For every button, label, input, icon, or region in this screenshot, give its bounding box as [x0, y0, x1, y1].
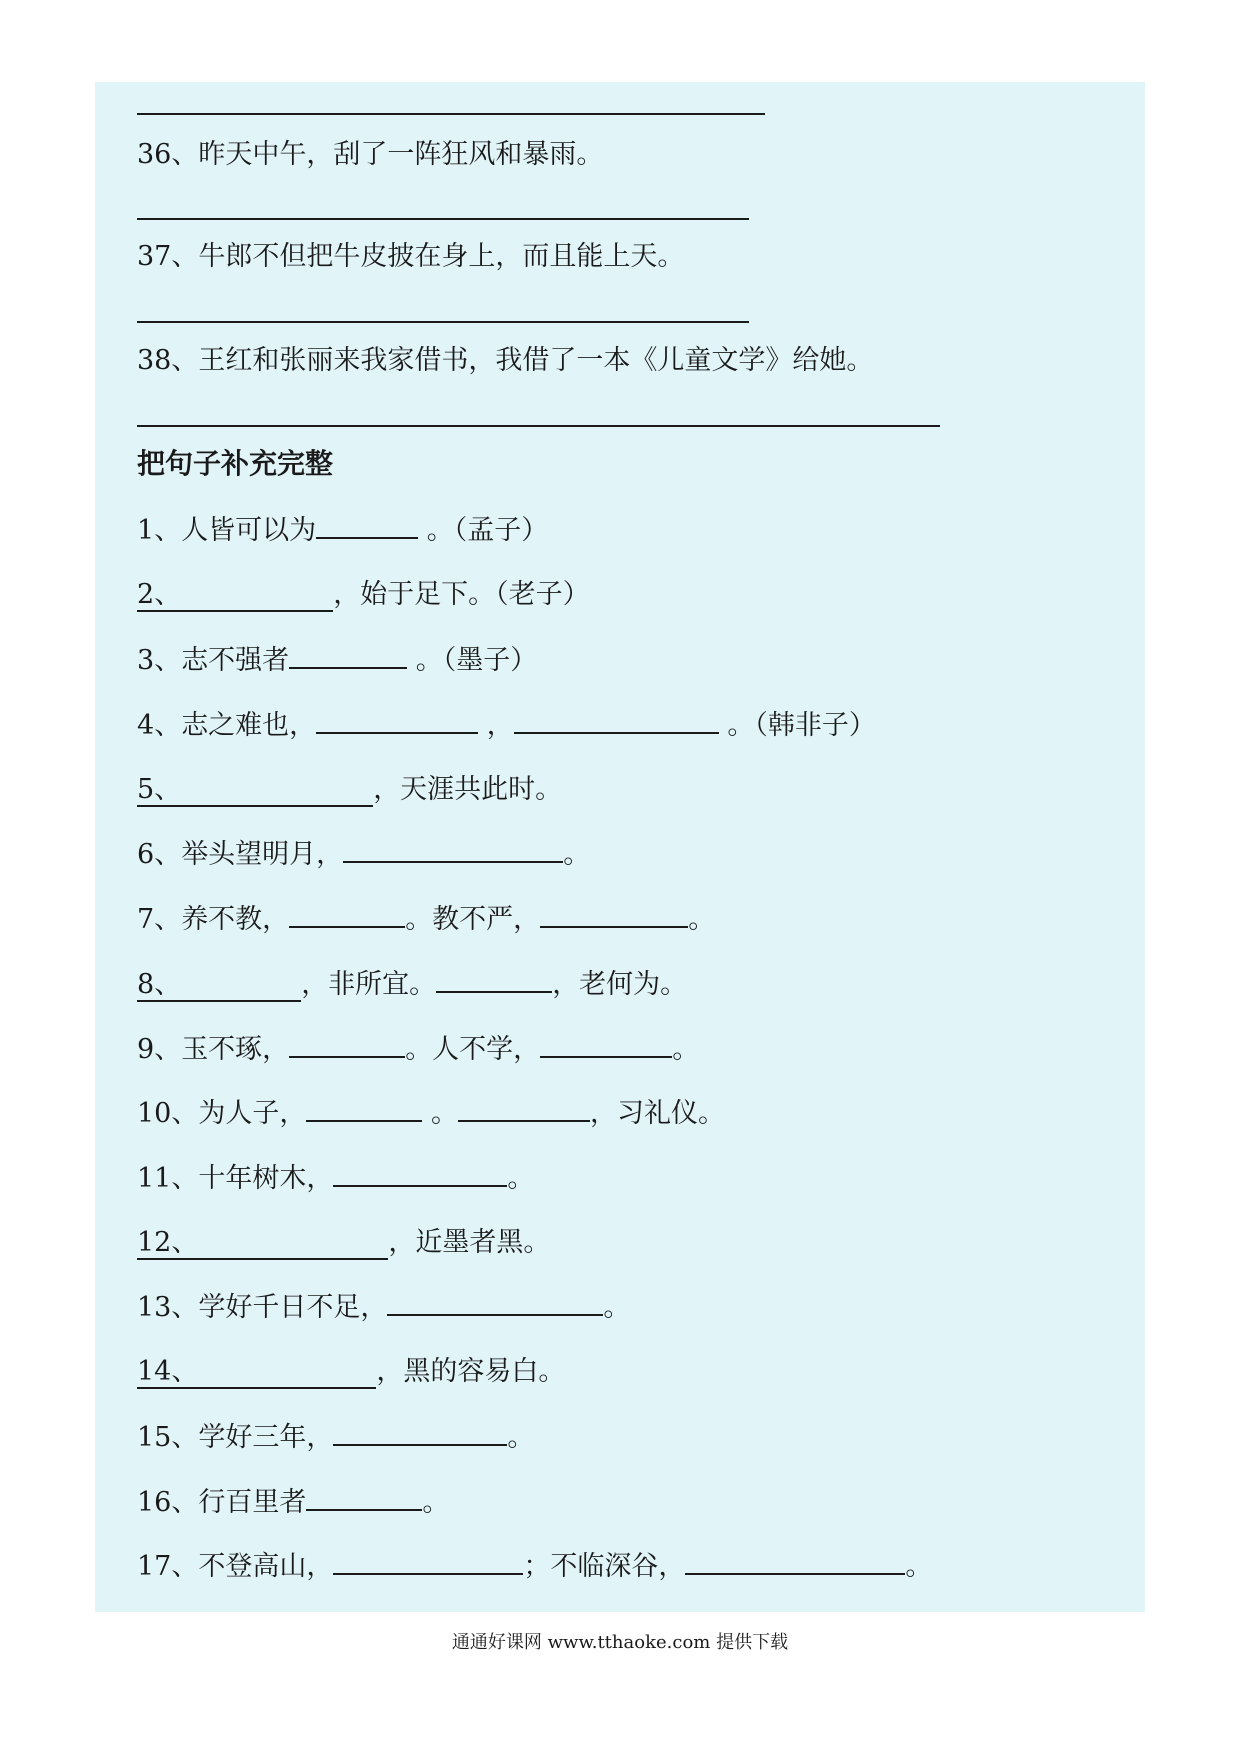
answer-blank[interactable] [387, 1290, 603, 1316]
fill-item-7: 7、养不教， 。教不严， 。 [137, 904, 716, 935]
answer-line [137, 425, 940, 427]
answer-blank[interactable] [333, 1420, 507, 1446]
section-title: 把句子补充完整 [137, 447, 334, 480]
fill-item-17: 17、不登高山， ；不临深谷， 。 [137, 1551, 933, 1582]
fill-item-16: 16、行百里者 。 [137, 1487, 450, 1518]
item-sentence: 昨天中午，刮了一阵狂风和暴雨。 [198, 139, 604, 170]
answer-blank[interactable] [306, 1485, 422, 1511]
fill-item-11: 11、十年树木， 。 [137, 1163, 535, 1194]
exercise-item: 37、牛郎不但把牛皮披在身上，而且能上天。 [137, 241, 685, 272]
fill-item-5: 5、 ，天涯共此时。 [137, 774, 563, 805]
fill-item-6: 6、举头望明月， 。 [137, 839, 591, 870]
fill-item-10: 10、为人子， 。 ，习礼仪。 [137, 1098, 725, 1129]
fill-item-4: 4、志之难也， ， 。（韩非子） [137, 710, 876, 741]
answer-blank[interactable] [316, 513, 418, 539]
fill-item-2: 2、 ，始于足下。（老子） [137, 579, 590, 610]
page-footer: 通通好课网 www.tthaoke.com 提供下载 [451, 1632, 789, 1653]
fill-item-15: 15、学好三年， 。 [137, 1422, 535, 1453]
item-sentence: 牛郎不但把牛皮披在身上，而且能上天。 [198, 241, 685, 272]
exercise-item: 36、昨天中午，刮了一阵狂风和暴雨。 [137, 139, 604, 170]
answer-blank[interactable] [540, 902, 688, 928]
answer-line [137, 321, 749, 323]
exercise-item: 38、王红和张丽来我家借书，我借了一本《儿童文学》给她。 [137, 345, 874, 376]
answer-blank[interactable] [333, 1549, 523, 1575]
answer-blank[interactable] [514, 708, 719, 734]
answer-blank[interactable] [316, 708, 478, 734]
fill-item-13: 13、学好千日不足， 。 [137, 1292, 631, 1323]
answer-blank[interactable] [685, 1549, 905, 1575]
answer-blank[interactable] [458, 1096, 590, 1122]
answer-blank[interactable] [289, 1032, 405, 1058]
item-sentence: 王红和张丽来我家借书，我借了一本《儿童文学》给她。 [198, 345, 874, 376]
answer-line [137, 218, 749, 220]
fill-item-9: 9、玉不琢， 。人不学， 。 [137, 1034, 700, 1065]
answer-blank[interactable] [333, 1161, 507, 1187]
fill-item-14: 14、 ，黑的容易白。 [137, 1356, 566, 1387]
fill-item-12: 12、 ，近墨者黑。 [137, 1227, 551, 1258]
fill-item-8: 8、 ，非所宜。 ，老何为。 [137, 969, 688, 1000]
answer-blank[interactable] [306, 1096, 422, 1122]
answer-blank[interactable] [289, 643, 407, 669]
fill-item-3: 3、志不强者 。（墨子） [137, 645, 538, 676]
answer-blank[interactable] [289, 902, 405, 928]
item-number: 37 [137, 241, 172, 272]
item-number: 36 [137, 139, 172, 170]
answer-blank[interactable] [540, 1032, 672, 1058]
item-number: 38 [137, 345, 172, 376]
fill-item-1: 1、人皆可以为 。（孟子） [137, 515, 549, 546]
answer-blank[interactable] [436, 967, 552, 993]
answer-blank[interactable] [343, 837, 563, 863]
answer-line [137, 113, 765, 115]
